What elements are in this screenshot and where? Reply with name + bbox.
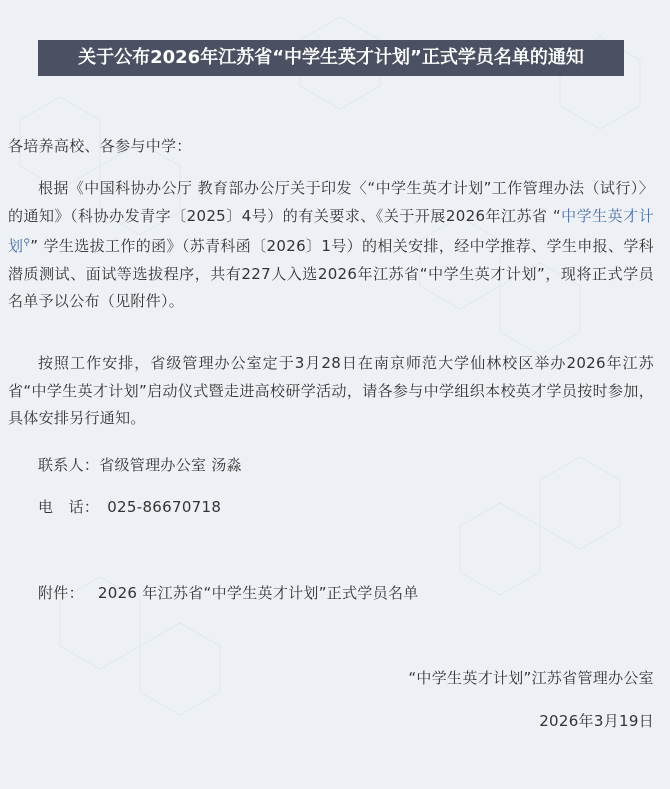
signer: “中学生英才计划”江苏省管理办公室 bbox=[408, 669, 654, 687]
search-icon[interactable]: ⚲ bbox=[23, 238, 31, 248]
phone-value: 025-86670718 bbox=[107, 498, 222, 516]
issue-date: 2026年3月19日 bbox=[539, 712, 654, 730]
contact-value: 省级管理办公室 汤淼 bbox=[99, 456, 242, 474]
phone-label: 电 话： bbox=[38, 498, 100, 516]
paragraph-1-text-before: 根据《中国科协办公厅 教育部办公厅关于印发〈“中学生英才计划”工作管理办法（试行）〉的通知》（科协办发青字〔2025〕4号）的有关要求、《关于开展2026年江苏省 “ bbox=[8, 179, 654, 225]
paragraph-2: 按照工作安排，省级管理办公室定于3月28日在南京师范大学仙林校区举办2026年江苏省“中学生英才计划”启动仪式暨走进高校研学活动，请各参与中学组织本校英才学员按时参加，具体安排另行通知。 bbox=[8, 354, 654, 427]
paragraph-1 bbox=[8, 175, 654, 316]
phone-line bbox=[38, 494, 638, 522]
attachment-label: 附件： bbox=[38, 584, 84, 602]
paragraph-1-text-after: ” 学生选拔工作的函》（苏青科函〔2026〕1号）的相关安排，经中学推荐、学生申报、学科潜质测试、面试等选拔程序，共有227人入选2026年江苏省“中学生英才计划”，现将正式学员名单予以公布（见附件）。 bbox=[8, 237, 654, 310]
salutation: 各培养高校、各参与中学： bbox=[8, 137, 192, 155]
search-link-term[interactable]: 中学生英才计划 bbox=[8, 206, 654, 255]
page-title: 关于公布2026年江苏省“中学生英才计划”正式学员名单的通知 bbox=[38, 40, 624, 76]
attachment-value[interactable]: 2026 年江苏省“中学生英才计划”正式学员名单 bbox=[97, 584, 419, 602]
contact-line bbox=[38, 452, 638, 480]
contact-label: 联系人： bbox=[38, 456, 100, 474]
attachment-line bbox=[38, 580, 638, 608]
